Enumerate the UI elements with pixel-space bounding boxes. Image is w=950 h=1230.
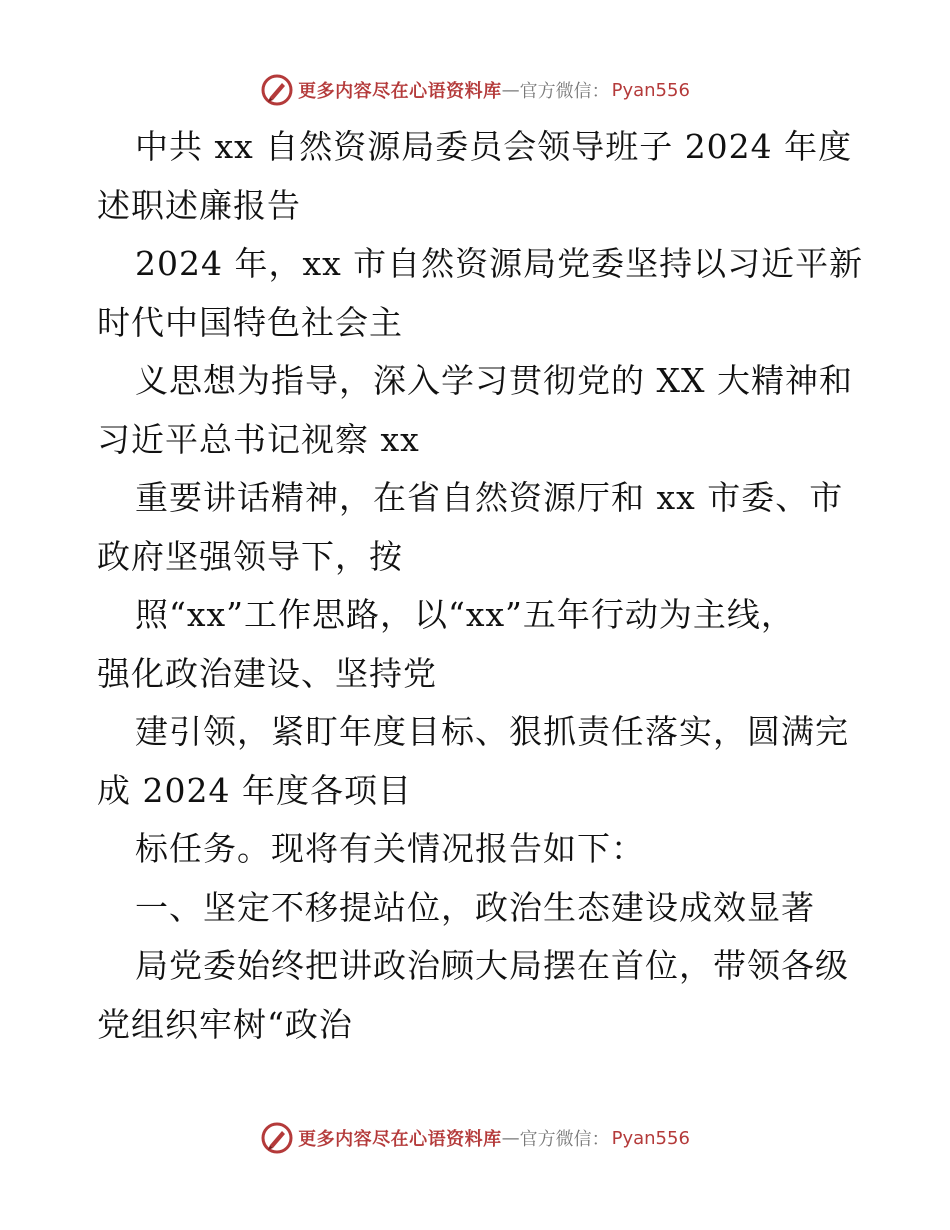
banner-main-text: 更多内容尽在心语资料库: [298, 1129, 502, 1150]
doc-line: 2024 年，xx 市自然资源局党委坚持以习近平新: [135, 244, 864, 283]
doc-line: 局党委始终把讲政治顾大局摆在首位，带领各级: [135, 946, 849, 985]
doc-line: 强化政治建设、坚持党: [97, 653, 437, 693]
doc-line: 党组织牢树“政治: [97, 1004, 353, 1044]
banner-separator: —: [501, 1127, 520, 1149]
doc-line: 习近平总书记视察 xx: [97, 419, 420, 459]
doc-line: 标任务。现将有关情况报告如下：: [135, 829, 645, 868]
doc-line: 时代中国特色社会主: [97, 302, 403, 342]
doc-line: 建引领，紧盯年度目标、狠抓责任落实，圆满完: [135, 712, 849, 751]
pen-logo-icon: [260, 73, 294, 107]
banner-main-text: 更多内容尽在心语资料库: [298, 81, 502, 102]
doc-title-line-1: 中共 xx 自然资源局委员会领导班子 2024 年度: [135, 127, 853, 166]
banner-sub-text: 官方微信：: [519, 1129, 610, 1150]
doc-line: 照“xx”工作思路，以“xx”五年行动为主线，: [135, 595, 795, 634]
section-heading: 一、坚定不移提站位，政治生态建设成效显著: [135, 887, 815, 927]
doc-title-line-2: 述职述廉报告: [97, 185, 301, 225]
document-body: [97, 118, 864, 1054]
banner-separator: —: [501, 79, 520, 101]
footer-watermark-banner: [0, 1118, 950, 1158]
pen-logo-icon: [260, 1121, 294, 1155]
doc-line: 政府坚强领导下，按: [97, 536, 403, 576]
header-watermark-banner: [0, 70, 950, 110]
banner-account: Pyan556: [611, 79, 690, 101]
doc-line: 成 2024 年度各项目: [97, 770, 412, 810]
banner-account: Pyan556: [611, 1127, 690, 1149]
banner-sub-text: 官方微信：: [519, 81, 610, 102]
doc-line: 义思想为指导，深入学习贯彻党的 XX 大精神和: [135, 361, 853, 400]
doc-line: 重要讲话精神，在省自然资源厅和 xx 市委、市: [135, 478, 844, 517]
